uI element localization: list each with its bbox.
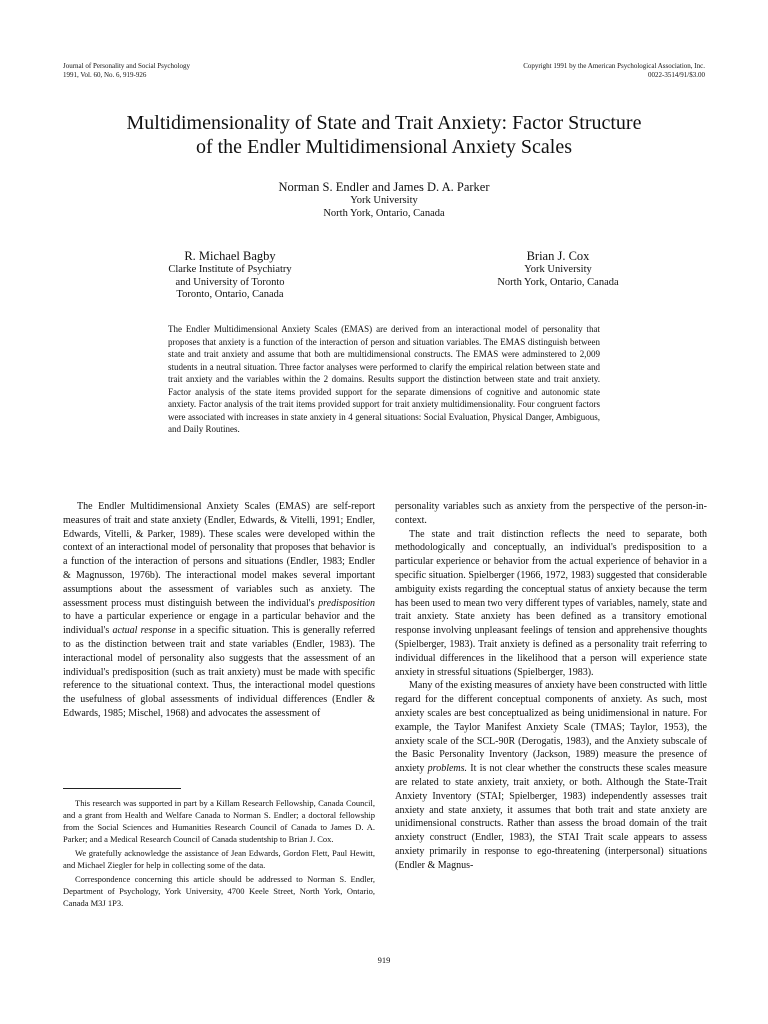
paragraph: The Endler Multidimensional Anxiety Scales (EMAS) are self-report measures of trait and state anxiety (Endler, Edwards, & Vitelli, 1991; Endler, Edwards, Vitelli, & Parker, 1989). These scales were developed within the context of an interactional model of personality that proposes that behavior is a function of the interaction of persons and situations (Endler, 1983; Endler & Magnusson, 1976b). The interactional model makes several important assumptions about the assessment of variables such as anxiety. The assessment process must distinguish between the individual's predisposition to have a particular experience or engage in a particular behavior and the individual's actual response in a specific situation. This is generally referred to as the distinction between trait and state variables (Endler, 1983). The interactional model of personality also suggests that the assessment of an individual's predisposition (such as trait anxiety) must be made with specific reference to the situational context. Thus, the interactional model questions the usefulness of global assessments of individual differences (Endler & Edwards, 1985; Mischel, 1968) and advocates the assessment of bbox=[63, 501, 375, 719]
author-affiliation: Clarke Institute of Psychiatry bbox=[168, 264, 292, 275]
paragraph: The state and trait distinction reflects the need to separate, both methodologically and conceptually, an individual's predisposition to a particular experience or behavior from the actual experience of behavior in a specific situation. Spielberger (1966, 1972, 1983) suggested that considerable ambiguity exists regarding the conceptual status of anxiety because the term has been used to mean two very different types of variables, namely, state and trait anxiety. State anxiety has been defined as a transitory emotional response involving unpleasant feelings of tension and apprehensive thoughts (Spielberger, 1983). Trait anxiety is defined as a personality trait referring to individual differences in the likelihood that a person will experience state anxiety in stressful situations (Spielberger, 1983). bbox=[395, 528, 707, 678]
body-column-left bbox=[63, 500, 375, 721]
author-name: Brian J. Cox bbox=[526, 249, 590, 263]
title-line-1: Multidimensionality of State and Trait Anxiety: Factor Structure bbox=[126, 112, 642, 134]
emphasis: predisposition bbox=[318, 597, 375, 609]
article-title bbox=[60, 111, 708, 159]
issn-code: 0022-3514/91/$3.00 bbox=[648, 70, 705, 79]
paragraph: personality variables such as anxiety from the perspective of the person-in-context. bbox=[395, 501, 707, 526]
author-affiliation: and University of Toronto bbox=[175, 276, 285, 288]
author-cox bbox=[448, 249, 668, 289]
author-bagby bbox=[120, 249, 340, 302]
primary-author-names: Norman S. Endler and James D. A. Parker bbox=[278, 180, 490, 194]
title-line-2: of the Endler Multidimensional Anxiety Scales bbox=[195, 136, 573, 158]
page-number: 919 bbox=[377, 955, 391, 965]
journal-name: Journal of Personality and Social Psychology bbox=[63, 62, 190, 70]
footnote-funding: This research was supported in part by a Killam Research Fellowship, Canada Council, and a grant from Health and Welfare Canada to Norman S. Endler; a doctoral fellowship from the Social Sciences and Humanities Research Council of Canada to James D. A. Parker; and a Medical Research Council of Canada studentship to Brian J. Cox. bbox=[63, 798, 375, 844]
journal-volume: 1991, Vol. 60, No. 6, 919-926 bbox=[63, 70, 147, 79]
primary-affiliation: York University bbox=[350, 195, 418, 206]
paragraph: Many of the existing measures of anxiety have been constructed with little regard for the different conceptual components of anxiety. As such, most anxiety scales are best conceptualized as being unidimensional in nature. For example, the Taylor Manifest Anxiety Scale (TMAS; Taylor, 1953), the anxiety scale of the SCL-90R (Derogatis, 1983), and the Anxiety subscale of the Basic Personality Inventory (Jackson, 1989) measure the presence of anxiety problems. It is not clear whether the constructs these scales measure are related to state anxiety, trait anxiety, or both. Although the State-Trait Anxiety Inventory (STAI; Spielberger, 1983) independently assesses trait anxiety and state anxiety, it assumes that both trait and state anxiety are unidimensional constructs. Rather than assess the broad domain of the trait anxiety construct (Endler, 1983), the STAI Trait scale appears to assess anxiety primarily in response to ego-threatening (interpersonal) situations (Endler & Magnus- bbox=[395, 680, 707, 871]
emphasis: problems. bbox=[427, 763, 468, 775]
primary-location: North York, Ontario, Canada bbox=[323, 207, 445, 219]
footnote-acknowledgment: We gratefully acknowledge the assistance of Jean Edwards, Gordon Flett, Paul Hewitt, and Michael Ziegler for help in collecting some of the data. bbox=[63, 848, 375, 870]
emphasis: actual response bbox=[112, 625, 176, 637]
primary-authors bbox=[0, 180, 768, 220]
copyright-text: Copyright 1991 by the American Psychological Association, Inc. bbox=[523, 62, 705, 70]
footnote-divider bbox=[63, 788, 181, 789]
author-location: North York, Ontario, Canada bbox=[497, 276, 619, 288]
footnote-correspondence: Correspondence concerning this article should be addressed to Norman S. Endler, Department of Psychology, York University, 4700 Keele Street, North York, Ontario, Canada M3J 1P3. bbox=[63, 874, 375, 908]
copyright-notice bbox=[523, 62, 705, 79]
author-location: Toronto, Ontario, Canada bbox=[176, 289, 284, 300]
author-affiliation: York University bbox=[524, 264, 592, 275]
author-name: R. Michael Bagby bbox=[184, 249, 276, 263]
footnotes bbox=[63, 797, 375, 909]
body-column-right bbox=[395, 500, 707, 873]
abstract: The Endler Multidimensional Anxiety Scales (EMAS) are derived from an interactional model of personality that proposes that anxiety is a function of the interaction of person and situation variables. The EMAS distinguish between state and trait anxiety and assume that both are multidimensional constructs. The EMAS were adminstered to 2,009 students in a neutral situation. Three factor analyses were performed to clarify the empirical relation between state and trait anxiety and the variables within the 2 domains. Results support the distinction between state and trait anxiety. Factor analysis of the state items provided support for the separate dimensions of cognitive and autonomic state anxiety. Factor analysis of the trait items provided support for trait anxiety multidimensionality. Four congruent factors were associated with increases in state anxiety in 4 general situations: Social Evaluation, Physical Danger, Ambiguous, and Daily Routines. bbox=[168, 324, 600, 434]
journal-citation bbox=[63, 62, 190, 79]
